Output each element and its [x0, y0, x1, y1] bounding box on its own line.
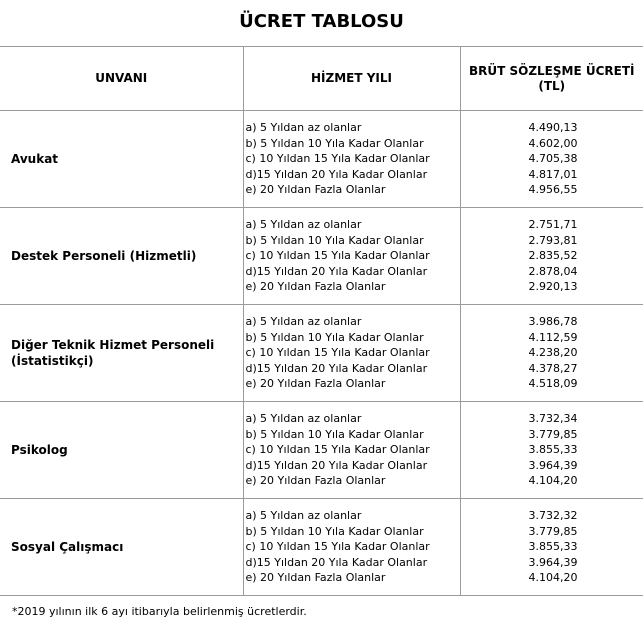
wage-value: 4.602,00 — [529, 136, 643, 152]
wage-value: 2.751,71 — [529, 217, 643, 233]
service-period-item: a) 5 Yıldan az olanlar — [246, 120, 460, 136]
wage-value: 3.855,33 — [529, 539, 643, 555]
service-period-item: c) 10 Yıldan 15 Yıla Kadar Olanlar — [246, 345, 460, 361]
service-period-item: a) 5 Yıldan az olanlar — [246, 217, 460, 233]
wage-value: 3.964,39 — [529, 458, 643, 474]
wage-value: 4.378,27 — [529, 361, 643, 377]
wage-value: 3.855,33 — [529, 442, 643, 458]
job-title-cell: Diğer Teknik Hizmet Personeli (İstatistikçi) — [0, 305, 243, 402]
wage-value: 4.104,20 — [529, 473, 643, 489]
job-title-cell: Sosyal Çalışmacı — [0, 499, 243, 596]
wage-value: 4.705,38 — [529, 151, 643, 167]
wage-value: 2.920,13 — [529, 279, 643, 295]
job-title-cell: Avukat — [0, 111, 243, 208]
service-years-cell — [243, 208, 460, 305]
page-title: ÜCRET TABLOSU — [0, 10, 643, 34]
wage-value: 3.732,34 — [529, 411, 643, 427]
gross-wage-cell — [460, 111, 643, 208]
service-period-item: b) 5 Yıldan 10 Yıla Kadar Olanlar — [246, 330, 460, 346]
wage-value: 3.779,85 — [529, 524, 643, 540]
service-period-item: e) 20 Yıldan Fazla Olanlar — [246, 376, 460, 392]
header-title: UNVANI — [0, 47, 243, 111]
wage-value: 4.104,20 — [529, 570, 643, 586]
service-period-item: c) 10 Yıldan 15 Yıla Kadar Olanlar — [246, 248, 460, 264]
service-period-item: c) 10 Yıldan 15 Yıla Kadar Olanlar — [246, 539, 460, 555]
service-years-cell — [243, 111, 460, 208]
gross-wage-cell — [460, 402, 643, 499]
wage-value: 3.779,85 — [529, 427, 643, 443]
service-years-cell — [243, 402, 460, 499]
service-period-item: d)15 Yıldan 20 Yıla Kadar Olanlar — [246, 264, 460, 280]
gross-wage-cell — [460, 208, 643, 305]
service-period-item: e) 20 Yıldan Fazla Olanlar — [246, 182, 460, 198]
service-period-item: b) 5 Yıldan 10 Yıla Kadar Olanlar — [246, 524, 460, 540]
service-years-cell — [243, 499, 460, 596]
table-row — [0, 499, 643, 596]
wage-value: 3.964,39 — [529, 555, 643, 571]
service-period-item: b) 5 Yıldan 10 Yıla Kadar Olanlar — [246, 427, 460, 443]
fee-table — [0, 46, 643, 596]
service-period-item: d)15 Yıldan 20 Yıla Kadar Olanlar — [246, 167, 460, 183]
service-years-cell — [243, 305, 460, 402]
gross-wage-cell — [460, 499, 643, 596]
service-period-item: d)15 Yıldan 20 Yıla Kadar Olanlar — [246, 361, 460, 377]
service-period-item: c) 10 Yıldan 15 Yıla Kadar Olanlar — [246, 151, 460, 167]
service-period-item: e) 20 Yıldan Fazla Olanlar — [246, 279, 460, 295]
service-period-item: d)15 Yıldan 20 Yıla Kadar Olanlar — [246, 458, 460, 474]
service-period-item: b) 5 Yıldan 10 Yıla Kadar Olanlar — [246, 136, 460, 152]
service-period-item: e) 20 Yıldan Fazla Olanlar — [246, 473, 460, 489]
wage-value: 2.878,04 — [529, 264, 643, 280]
service-period-item: d)15 Yıldan 20 Yıla Kadar Olanlar — [246, 555, 460, 571]
table-row — [0, 208, 643, 305]
service-period-item: c) 10 Yıldan 15 Yıla Kadar Olanlar — [246, 442, 460, 458]
wage-value: 4.518,09 — [529, 376, 643, 392]
service-period-item: a) 5 Yıldan az olanlar — [246, 411, 460, 427]
wage-value: 4.112,59 — [529, 330, 643, 346]
wage-value: 4.490,13 — [529, 120, 643, 136]
job-title-cell: Psikolog — [0, 402, 243, 499]
table-row — [0, 111, 643, 208]
wage-value: 3.986,78 — [529, 314, 643, 330]
wage-value: 2.793,81 — [529, 233, 643, 249]
header-service-years: HİZMET YILI — [243, 47, 460, 111]
service-period-item: a) 5 Yıldan az olanlar — [246, 314, 460, 330]
wage-value: 4.817,01 — [529, 167, 643, 183]
header-gross-wage: BRÜT SÖZLEŞME ÜCRETİ (TL) — [460, 47, 643, 111]
wage-value: 2.835,52 — [529, 248, 643, 264]
table-row — [0, 305, 643, 402]
service-period-item: e) 20 Yıldan Fazla Olanlar — [246, 570, 460, 586]
gross-wage-cell — [460, 305, 643, 402]
wage-value: 4.238,20 — [529, 345, 643, 361]
table-row — [0, 402, 643, 499]
wage-value: 3.732,32 — [529, 508, 643, 524]
service-period-item: a) 5 Yıldan az olanlar — [246, 508, 460, 524]
service-period-item: b) 5 Yıldan 10 Yıla Kadar Olanlar — [246, 233, 460, 249]
wage-value: 4.956,55 — [529, 182, 643, 198]
table-header-row — [0, 47, 643, 111]
job-title-cell: Destek Personeli (Hizmetli) — [0, 208, 243, 305]
footnote: *2019 yılının ilk 6 ayı itibarıyla belirlenmiş ücretlerdir. — [12, 605, 307, 619]
